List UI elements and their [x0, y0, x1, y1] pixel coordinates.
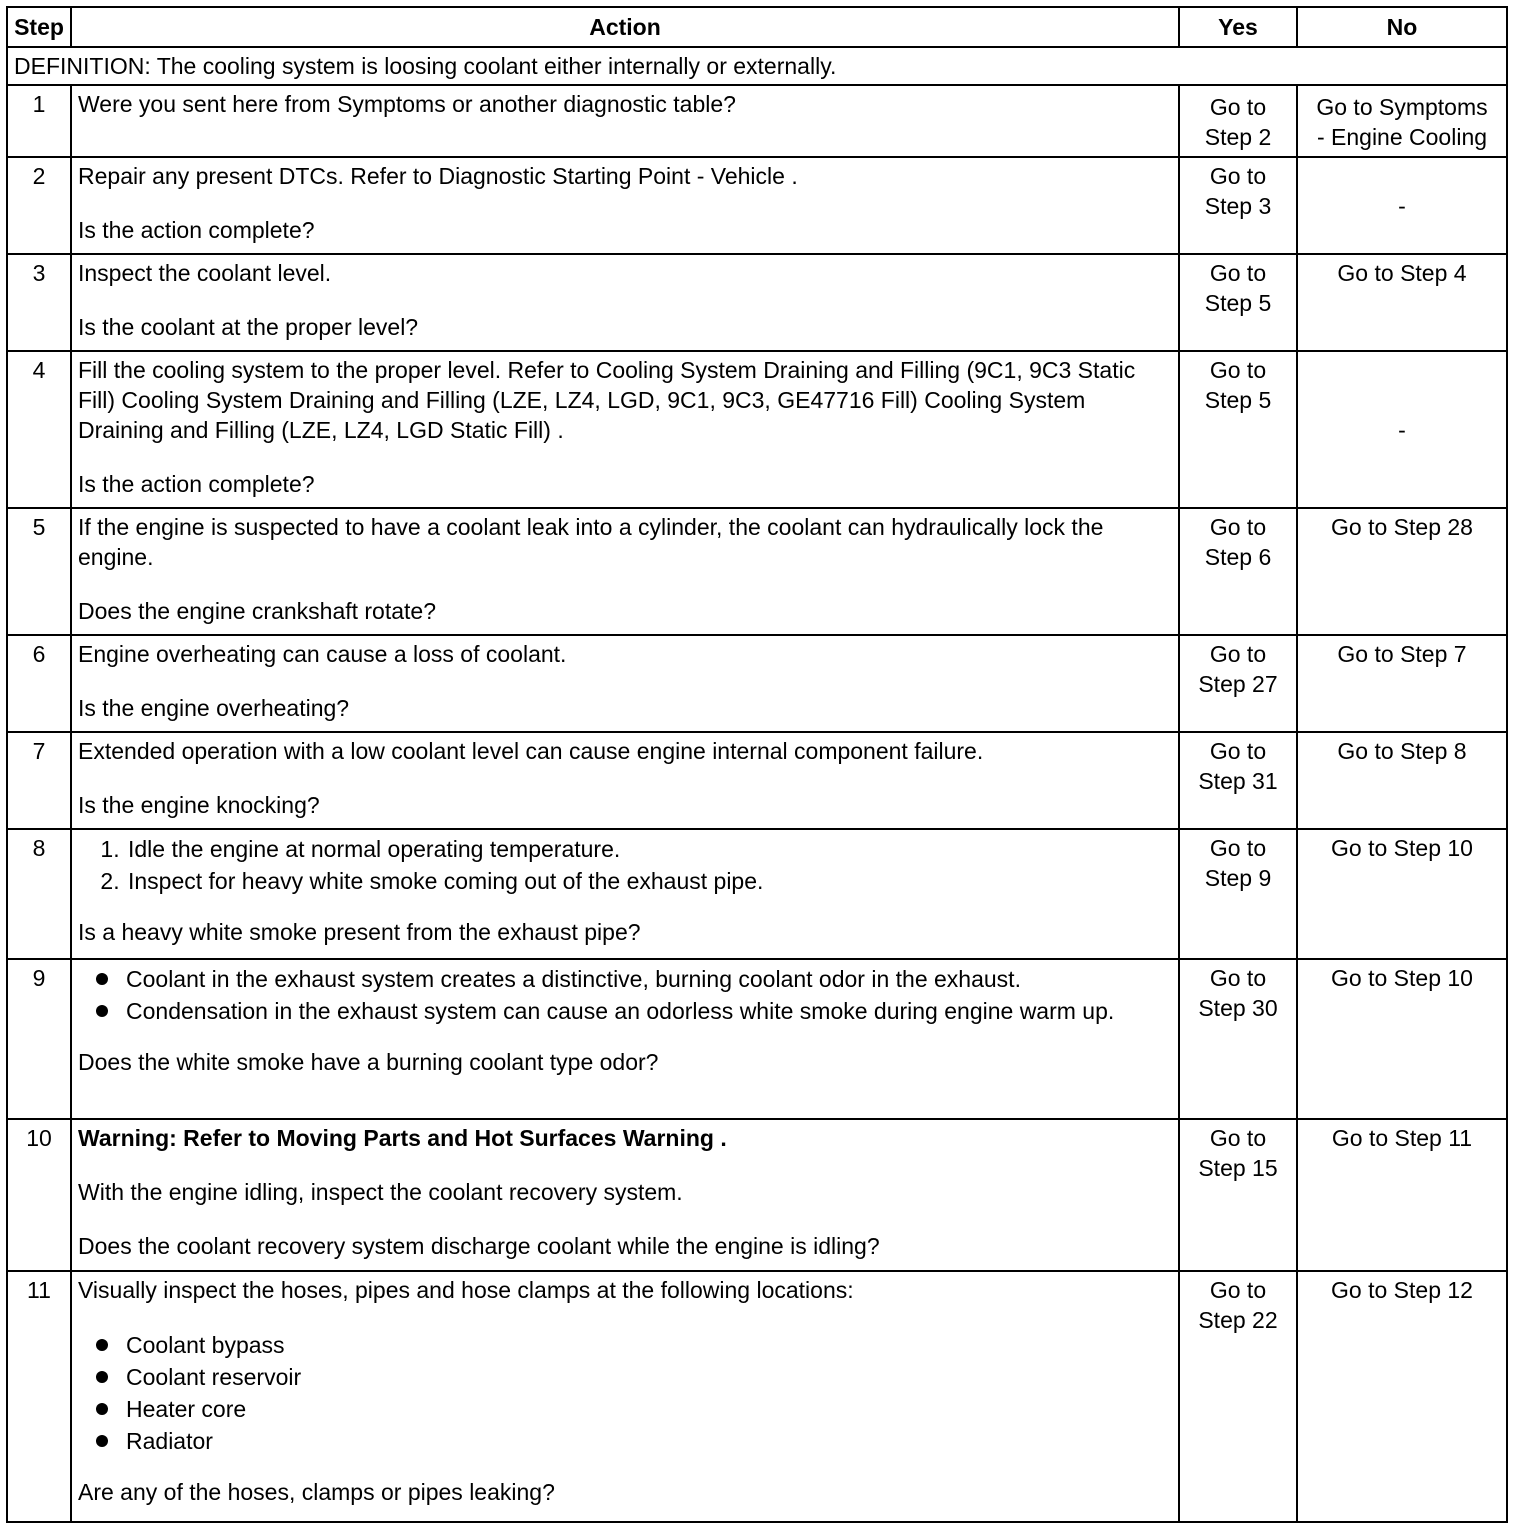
- table-row: [7, 635, 1507, 732]
- step-number: 1: [7, 85, 71, 157]
- action-question: Does the white smoke have a burning coolant type odor?: [78, 1049, 659, 1075]
- action-cell: [71, 635, 1179, 732]
- no-cell: Go to Step 7: [1297, 635, 1507, 732]
- bullet-list: [78, 1329, 1172, 1457]
- action-question: Does the engine crankshaft rotate?: [78, 598, 437, 624]
- action-question: Are any of the hoses, clamps or pipes leaking?: [78, 1479, 555, 1505]
- no-cell: Go to Step 4: [1297, 254, 1507, 351]
- definition-row: [7, 47, 1507, 85]
- yes-cell: [1179, 1119, 1297, 1271]
- table-row: [7, 829, 1507, 959]
- no-cell: Go to Step 11: [1297, 1119, 1507, 1271]
- yes-line: Go to: [1209, 514, 1267, 540]
- table-row: [7, 1119, 1507, 1271]
- table-row: [7, 508, 1507, 635]
- step-number: 5: [7, 508, 71, 635]
- step-number: 10: [7, 1119, 71, 1271]
- action-question: Is the engine overheating?: [78, 695, 350, 721]
- action-text: With the engine idling, inspect the coolant recovery system.: [78, 1179, 683, 1205]
- step-number: 11: [7, 1271, 71, 1522]
- action-question: Is a heavy white smoke present from the exhaust pipe?: [78, 919, 641, 945]
- step-number: 7: [7, 732, 71, 829]
- table-row: [7, 85, 1507, 157]
- header-action: Action: [71, 7, 1179, 47]
- action-cell: [71, 1271, 1179, 1522]
- yes-line: Step 6: [1204, 544, 1272, 570]
- yes-line: Step 3: [1204, 193, 1272, 219]
- bullet-list: [78, 963, 1172, 1027]
- action-question: Is the coolant at the proper level?: [78, 314, 419, 340]
- list-item: 1. Idle the engine at normal operating temperature.: [126, 833, 1172, 865]
- yes-line: Go to: [1209, 163, 1267, 189]
- no-cell: [1297, 85, 1507, 157]
- no-cell: -: [1297, 157, 1507, 254]
- action-cell: [71, 85, 1179, 157]
- action-cell: [71, 829, 1179, 959]
- diagnostic-table: [6, 6, 1508, 1523]
- yes-line: Step 9: [1204, 865, 1272, 891]
- no-cell: Go to Step 10: [1297, 829, 1507, 959]
- list-item: Coolant bypass: [78, 1329, 1172, 1361]
- step-number: 6: [7, 635, 71, 732]
- step-number: 4: [7, 351, 71, 508]
- action-text: Engine overheating can cause a loss of coolant.: [78, 641, 567, 667]
- action-text: Extended operation with a low coolant level can cause engine internal component failure.: [78, 738, 984, 764]
- step-number: 8: [7, 829, 71, 959]
- action-text: Inspect the coolant level.: [78, 260, 332, 286]
- list-item: Condensation in the exhaust system can cause an odorless white smoke during engine warm up.: [78, 995, 1172, 1027]
- table-row: [7, 732, 1507, 829]
- action-text: Were you sent here from Symptoms or another diagnostic table?: [78, 91, 736, 117]
- yes-cell: [1179, 254, 1297, 351]
- table-row: [7, 1271, 1507, 1522]
- no-cell: Go to Step 28: [1297, 508, 1507, 635]
- action-cell: [71, 508, 1179, 635]
- list-item: Coolant reservoir: [78, 1361, 1172, 1393]
- yes-cell: [1179, 829, 1297, 959]
- yes-cell: [1179, 351, 1297, 508]
- action-question: Is the action complete?: [78, 217, 315, 243]
- action-cell: [71, 959, 1179, 1119]
- action-text: Fill the cooling system to the proper level. Refer to Cooling System Draining and Filling (9C1, 9C3 Static Fill) Cooling System Draining and Filling (LZE, LZ4, LGD, 9C1, 9C3, GE47716 Fill) Cooling System Draining and Filling (LZE, LZ4, LGD Static Fill) .: [78, 357, 1136, 443]
- list-item: Radiator: [78, 1425, 1172, 1457]
- yes-cell: [1179, 635, 1297, 732]
- yes-line: Go to: [1209, 94, 1267, 120]
- yes-line: Step 15: [1198, 1155, 1278, 1181]
- yes-cell: [1179, 732, 1297, 829]
- action-question: Does the coolant recovery system discharge coolant while the engine is idling?: [78, 1233, 880, 1259]
- yes-cell: [1179, 85, 1297, 157]
- list-item: 2. Inspect for heavy white smoke coming out of the exhaust pipe.: [126, 865, 1172, 897]
- yes-line: Step 22: [1198, 1307, 1278, 1333]
- no-line: - Engine Cooling: [1316, 124, 1488, 150]
- yes-line: Step 5: [1204, 387, 1272, 413]
- yes-line: Step 5: [1204, 290, 1272, 316]
- yes-line: Go to: [1209, 1125, 1267, 1151]
- header-no: No: [1297, 7, 1507, 47]
- action-cell: [71, 157, 1179, 254]
- action-question: Is the action complete?: [78, 471, 315, 497]
- yes-line: Step 31: [1198, 768, 1278, 794]
- step-number: 2: [7, 157, 71, 254]
- warning-text: Warning: Refer to Moving Parts and Hot Surfaces Warning .: [78, 1125, 727, 1151]
- yes-cell: [1179, 1271, 1297, 1522]
- yes-line: Go to: [1209, 1277, 1267, 1303]
- action-cell: [71, 732, 1179, 829]
- list-item: Heater core: [78, 1393, 1172, 1425]
- action-text: Visually inspect the hoses, pipes and hose clamps at the following locations:: [78, 1277, 854, 1303]
- header-row: [7, 7, 1507, 47]
- yes-cell: [1179, 508, 1297, 635]
- yes-cell: [1179, 157, 1297, 254]
- step-number: 3: [7, 254, 71, 351]
- table-row: [7, 254, 1507, 351]
- yes-cell: [1179, 959, 1297, 1119]
- no-cell: Go to Step 12: [1297, 1271, 1507, 1522]
- action-text: Repair any present DTCs. Refer to Diagnostic Starting Point - Vehicle .: [78, 163, 798, 189]
- table-row: [7, 157, 1507, 254]
- header-step: Step: [7, 7, 71, 47]
- no-cell: -: [1297, 351, 1507, 508]
- yes-line: Go to: [1209, 965, 1267, 991]
- table-row: [7, 959, 1507, 1119]
- yes-line: Step 30: [1198, 995, 1278, 1021]
- table-row: [7, 351, 1507, 508]
- action-cell: [71, 1119, 1179, 1271]
- yes-line: Go to: [1209, 641, 1267, 667]
- action-cell: [71, 351, 1179, 508]
- definition-text: DEFINITION: The cooling system is loosing coolant either internally or externally.: [7, 47, 1507, 85]
- no-cell: Go to Step 8: [1297, 732, 1507, 829]
- yes-line: Go to: [1209, 835, 1267, 861]
- numbered-list: [78, 833, 1172, 897]
- action-text: If the engine is suspected to have a coolant leak into a cylinder, the coolant can hydraulically lock the engine.: [78, 514, 1104, 570]
- no-line: Go to Symptoms: [1316, 94, 1488, 120]
- step-number: 9: [7, 959, 71, 1119]
- yes-line: Step 27: [1198, 671, 1278, 697]
- header-yes: Yes: [1179, 7, 1297, 47]
- yes-line: Go to: [1209, 738, 1267, 764]
- yes-line: Go to: [1209, 357, 1267, 383]
- diagnostic-page: [6, 6, 1508, 1523]
- action-question: Is the engine knocking?: [78, 792, 320, 818]
- yes-line: Step 2: [1204, 124, 1272, 150]
- yes-line: Go to: [1209, 260, 1267, 286]
- action-cell: [71, 254, 1179, 351]
- list-item: Coolant in the exhaust system creates a distinctive, burning coolant odor in the exhaust.: [78, 963, 1172, 995]
- no-cell: Go to Step 10: [1297, 959, 1507, 1119]
